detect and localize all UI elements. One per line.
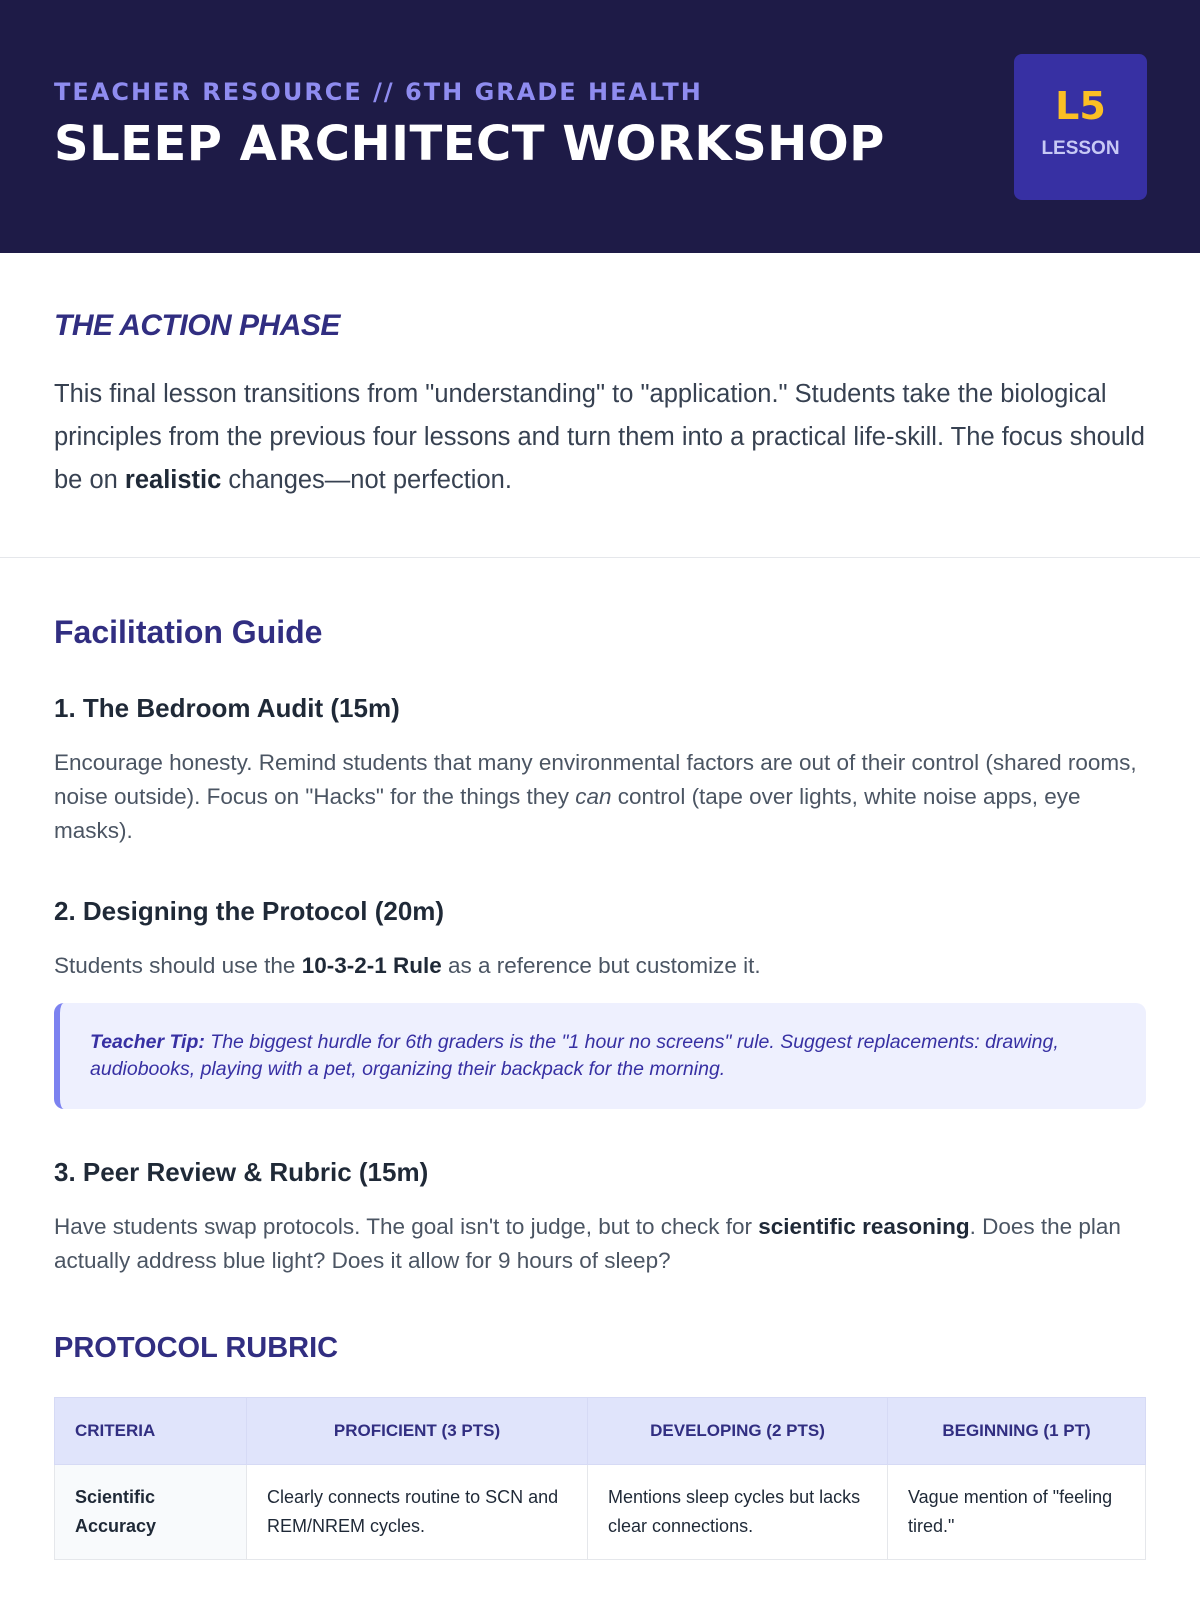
rubric-header-developing: DEVELOPING (2 PTS) bbox=[588, 1398, 888, 1465]
step-emphasis: can bbox=[575, 784, 612, 809]
intro-text-part: This final lesson transitions from "understanding" to "application." Students take the biological principles from the previous four lessons and turn them into a practical life-skill. The focus should be on bbox=[54, 380, 1145, 494]
phase-title: THE ACTION PHASE bbox=[54, 309, 340, 342]
table-row bbox=[55, 1465, 1146, 1560]
intro-text-part: changes—not perfection. bbox=[221, 466, 512, 494]
rubric-cell-proficient: Clearly connects routine to SCN and REM/NREM cycles. bbox=[247, 1465, 588, 1560]
rubric-title: PROTOCOL RUBRIC bbox=[54, 1332, 339, 1364]
step-text bbox=[54, 949, 1146, 983]
step-bedroom-audit bbox=[54, 693, 1146, 848]
step-title: 3. Peer Review & Rubric (15m) bbox=[54, 1157, 429, 1187]
page-title: SLEEP ARCHITECT WORKSHOP bbox=[54, 116, 885, 172]
intro-emphasis: realistic bbox=[124, 466, 222, 494]
facilitation-guide-title: Facilitation Guide bbox=[54, 614, 323, 650]
step-text-part: Students should use the bbox=[54, 953, 302, 978]
rubric-header-beginning: BEGINNING (1 PT) bbox=[888, 1398, 1146, 1465]
step-text-part: Encourage honesty. Remind students that many environmental factors are out of their control (shared rooms, noise outside). Focus on "Hacks" for the things they bbox=[54, 750, 1137, 809]
rubric-criteria-cell: Scientific Accuracy bbox=[55, 1465, 247, 1560]
step-text-part: . Does the plan actually address blue light? Does it allow for 9 hours of sleep? bbox=[54, 1214, 1121, 1273]
rubric-header-row bbox=[55, 1398, 1146, 1465]
rubric-table bbox=[54, 1397, 1146, 1560]
step-designing-protocol bbox=[54, 896, 1146, 1109]
step-emphasis: scientific reasoning bbox=[758, 1214, 970, 1239]
step-text bbox=[54, 746, 1146, 848]
header-eyebrow: TEACHER RESOURCE // 6TH GRADE HEALTH bbox=[54, 78, 703, 106]
lesson-badge bbox=[1014, 54, 1147, 200]
intro-section bbox=[0, 253, 1200, 558]
intro-paragraph bbox=[54, 373, 1146, 502]
teacher-tip-callout bbox=[54, 1003, 1146, 1109]
rubric-header-criteria: CRITERIA bbox=[55, 1398, 247, 1465]
rubric-cell-developing: Mentions sleep cycles but lacks clear connections. bbox=[588, 1465, 888, 1560]
lesson-badge-code: L5 bbox=[1055, 84, 1106, 128]
step-peer-review bbox=[54, 1157, 1146, 1278]
step-title: 1. The Bedroom Audit (15m) bbox=[54, 693, 400, 723]
teacher-tip-label: Teacher Tip: bbox=[90, 1031, 205, 1053]
rubric-header-proficient: PROFICIENT (3 PTS) bbox=[247, 1398, 588, 1465]
step-text bbox=[54, 1210, 1146, 1278]
teacher-tip-text: The biggest hurdle for 6th graders is the "1 hour no screens" rule. Suggest replacements: drawing, audiobooks, playing with a pet, organizing their backpack for the morning. bbox=[90, 1031, 1059, 1080]
step-emphasis: 10-3-2-1 Rule bbox=[301, 953, 442, 978]
step-text-part: control (tape over lights, white noise apps, eye masks). bbox=[54, 784, 1081, 843]
lesson-badge-label: LESSON bbox=[1041, 138, 1120, 159]
rubric-cell-beginning: Vague mention of "feeling tired." bbox=[888, 1465, 1146, 1560]
step-text-part: as a reference but customize it. bbox=[441, 953, 761, 978]
step-text-part: Have students swap protocols. The goal isn't to judge, but to check for bbox=[54, 1214, 759, 1239]
page-header bbox=[0, 0, 1200, 253]
facilitation-guide bbox=[0, 558, 1200, 1560]
step-title: 2. Designing the Protocol (20m) bbox=[54, 896, 445, 926]
